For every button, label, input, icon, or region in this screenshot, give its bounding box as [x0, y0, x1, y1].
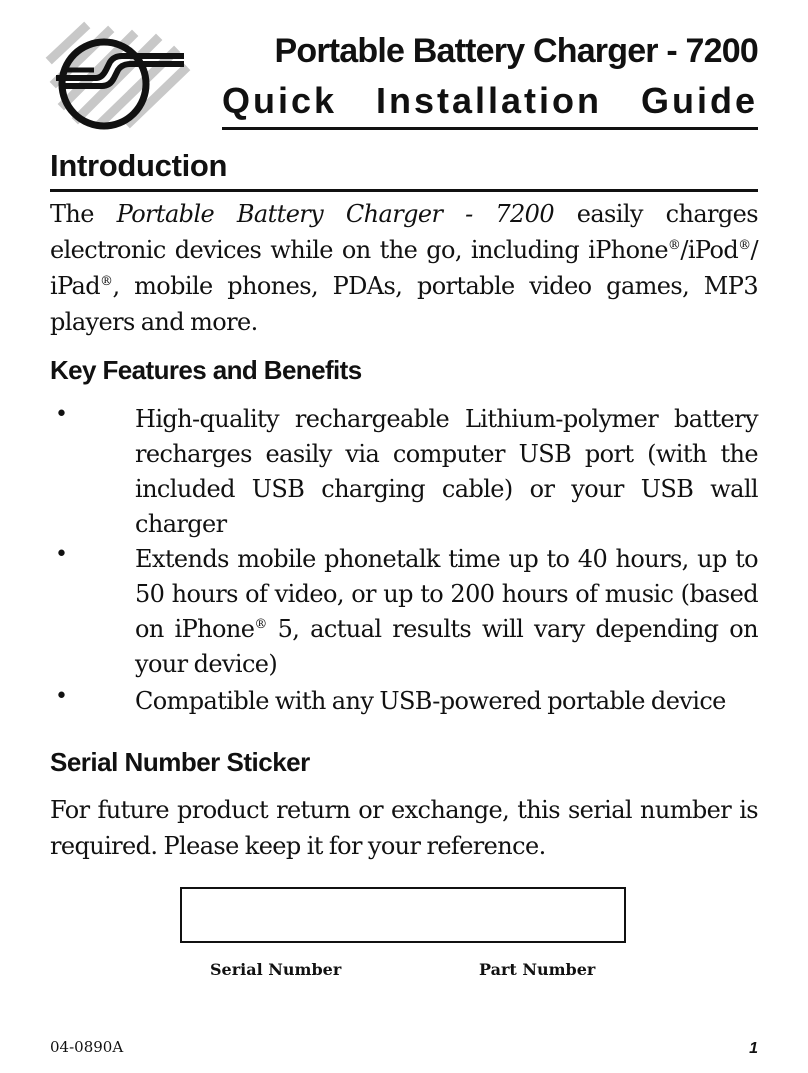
intro-sep-ipod: /iPod — [680, 236, 739, 264]
feature-item-2 — [50, 542, 758, 682]
feature-text-2a: Extends mobile phonetalk time up to 40 hours, up to 50 hours of video, or up to 200 hours of music (based on iPhone — [135, 545, 758, 643]
registered-mark: ® — [254, 617, 267, 632]
feature-item-3 — [50, 684, 758, 719]
registered-mark: ® — [667, 238, 681, 253]
intro-text-b: , mobile phones, PDAs, portable video games, MP3 players and more. — [50, 272, 758, 336]
feature-text-2 — [135, 542, 758, 682]
serial-sticker-box — [180, 887, 626, 943]
registered-mark: ® — [100, 274, 113, 289]
feature-text-3: Compatible with any USB-powered portable device — [135, 687, 726, 715]
page-number: 1 — [749, 1040, 758, 1057]
feature-item-1 — [50, 402, 758, 542]
bullet-icon: • — [55, 684, 68, 709]
document-title: Portable Battery Charger - 7200 — [274, 32, 758, 70]
siig-circle-logo-icon — [44, 20, 194, 130]
intro-sep-ipad: / iPad — [50, 236, 758, 300]
registered-mark: ® — [738, 238, 751, 253]
serial-number-label: Serial Number — [210, 960, 342, 979]
feature-text-2b: 5, actual results will vary depending on your device) — [135, 615, 758, 678]
serial-paragraph: For future product return or exchange, this serial number is required. Please keep it for your reference. — [50, 796, 758, 860]
serial-heading: Serial Number Sticker — [50, 747, 310, 777]
bullet-icon: • — [55, 402, 68, 427]
bullet-icon: • — [55, 542, 68, 567]
document-subtitle: Quick Installation Guide — [222, 80, 758, 121]
document-code: 04-0890A — [50, 1038, 124, 1056]
title-divider — [222, 127, 758, 130]
intro-product-name: Portable Battery Charger - 7200 — [116, 200, 554, 228]
introduction-divider — [50, 189, 758, 192]
introduction-paragraph — [50, 196, 758, 340]
part-number-label: Part Number — [479, 960, 596, 979]
features-heading: Key Features and Benefits — [50, 355, 362, 385]
intro-the: The — [50, 200, 94, 228]
introduction-heading: Introduction — [50, 148, 228, 183]
intro-text-a: easily charges electronic devices while on the go, including iPhone — [50, 200, 758, 264]
feature-text-1: High-quality rechargeable Lithium-polymer battery recharges easily via computer USB port (with the included USB charging cable) or your USB wall charger — [135, 405, 758, 538]
